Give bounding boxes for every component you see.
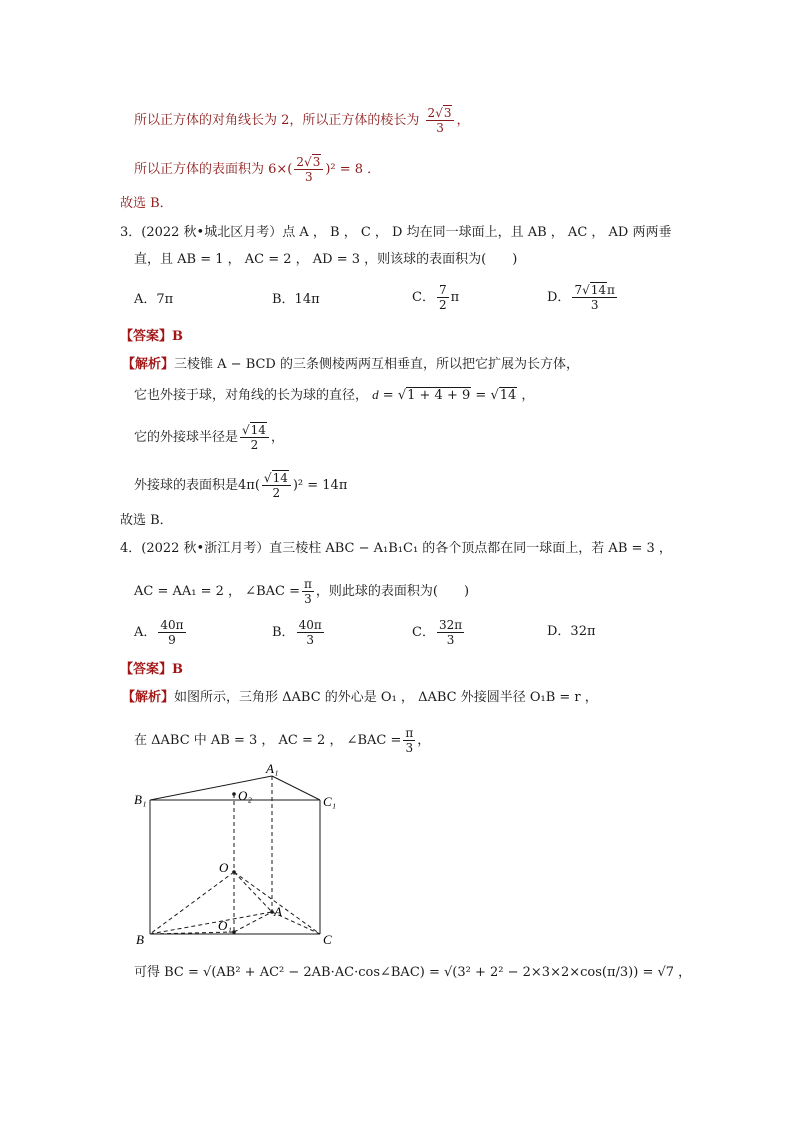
fraction: $\frac{7√14\pi}{3}$ xyxy=(574,283,615,312)
label: D． xyxy=(547,290,571,305)
q4-stem: 4．(2022 秋•浙江月考）直三棱柱 ABC − A₁B₁C₁ 的各个顶点都在同一球面上，若 AB = 3 ， xyxy=(120,541,672,556)
fraction-2sqrt3-over-3: $\frac{2√3}{3}$ xyxy=(426,106,455,135)
q3-explain-4: 外接球的表面积是4π( $\frac{√14}{2}$ )² = 14π xyxy=(134,471,348,500)
q4-option-d: D．32π xyxy=(547,624,596,639)
fraction-pi-over-3: $\frac{\pi}{3}$ xyxy=(405,726,414,755)
text: AC = AA₁ = 2 ， ∠BAC = xyxy=(134,584,300,599)
radius-o1-a xyxy=(234,912,272,932)
label: B． xyxy=(272,625,295,640)
line-edge-length: 所以正方体的对角线长为 2，所以正方体的棱长为 $\frac{2√3}{3}$ ， xyxy=(134,106,470,135)
point-o1 xyxy=(232,930,236,934)
q3-stem-2: 直，且 AB = 1 ， AC = 2 ， AD = 3 ，则该球的表面积为( ) xyxy=(134,252,518,267)
text: 它的外接球半径是 xyxy=(134,430,239,445)
point-o2 xyxy=(232,792,236,796)
edge-b1-a1 xyxy=(150,776,272,800)
label: C． xyxy=(412,625,435,640)
fraction: $\frac{7}{2}$ xyxy=(438,283,447,312)
label-c1: C₁ xyxy=(323,794,337,809)
fraction: $\frac{32\pi}{3}$ xyxy=(438,618,463,647)
label-o1: O₁ xyxy=(218,918,232,933)
fraction: $\frac{√14}{2}$ xyxy=(262,471,291,500)
label: A． xyxy=(134,625,157,640)
label-a1: A₁ xyxy=(266,761,279,776)
q3-stem: 3．(2022 秋•城北区月考）点 A ， B ， C ， D 均在同一球面上，且 AB ， AC ， AD 两两垂 xyxy=(120,225,672,240)
line-surface-area: 所以正方体的表面积为 6×( $\frac{2√3}{3}$ )² = 8 ． xyxy=(134,155,381,184)
choose-b-1: 故选 B． xyxy=(120,196,173,211)
text: 如图所示，三角形 ΔABC 的外心是 O₁ ， ΔABC 外接圆半径 O₁B = r ， xyxy=(174,690,598,705)
label: C． xyxy=(412,290,435,305)
text: ，则此球的表面积为( ) xyxy=(315,584,470,599)
label-o: O xyxy=(219,860,229,875)
label-o2: O₂ xyxy=(238,788,252,803)
q4-option-b xyxy=(272,618,326,647)
q3-explain-3: 它的外接球半径是 $\frac{√14}{2}$ ， xyxy=(134,423,284,452)
q3-explain-1 xyxy=(122,356,579,374)
fraction-pi-over-3: $\frac{\pi}{3}$ xyxy=(303,577,312,606)
q3-option-c: C． $\frac{7}{2}$ π xyxy=(412,283,460,312)
edge-a1-c1 xyxy=(272,776,320,800)
q3-answer: 【答案】B xyxy=(120,329,183,344)
text: 所以正方体的表面积为 xyxy=(134,162,265,177)
explain-label: 【解析】 xyxy=(122,357,175,372)
q4-answer: 【答案】B xyxy=(120,662,183,677)
q4-explain-1 xyxy=(122,689,598,707)
q3-option-b: B．14π xyxy=(272,292,320,307)
prism-figure xyxy=(130,760,350,950)
q4-option-c xyxy=(412,618,466,647)
q4-explain-3: 可得 BC = √(AB² + AC² − 2AB·AC·cos∠BAC) = √(3² + 2² − 2×3×2×cos(π/3)) = √7 ， xyxy=(134,965,692,980)
label-c: C xyxy=(323,932,332,947)
q3-option-a: A．7π xyxy=(134,292,174,307)
q4-option-a xyxy=(134,618,188,647)
choose-b-2: 故选 B． xyxy=(120,513,173,528)
text: 外接球的表面积是 xyxy=(134,478,239,493)
q3-option-d xyxy=(547,283,619,312)
text: 在 ΔABC 中 AB = 3 ， AC = 2 ， ∠BAC = xyxy=(134,733,402,748)
fraction: $\frac{40\pi}{9}$ xyxy=(160,618,184,647)
text: 所以正方体的对角线长为 2，所以正方体的棱长为 xyxy=(134,113,420,128)
q3-explain-2: 它也外接于球，对角线的长为球的直径， d = √1 + 4 + 9 = √14 ， xyxy=(134,387,535,403)
explain-label: 【解析】 xyxy=(122,690,175,705)
point-o xyxy=(232,870,236,874)
label-a: A xyxy=(274,904,282,919)
fraction: $\frac{40\pi}{3}$ xyxy=(298,618,322,647)
q4-explain-2: 在 ΔABC 中 AB = 3 ， AC = 2 ， ∠BAC = $\frac{\pi}{3}$ ， xyxy=(134,726,431,755)
fraction: $\frac{2√3}{3}$ xyxy=(294,155,323,184)
text: 它也外接于球，对角线的长为球的直径， xyxy=(134,388,369,403)
q4-stem-2 xyxy=(134,577,469,606)
text: 三棱锥 A − BCD 的三条侧棱两两互相垂直，所以把它扩展为长方体， xyxy=(174,357,579,372)
fraction: $\frac{√14}{2}$ xyxy=(240,423,269,452)
label-b1: B₁ xyxy=(134,792,147,807)
radius-o-a xyxy=(234,872,272,912)
label-b: B xyxy=(136,932,144,947)
edge-b-a xyxy=(150,912,272,934)
